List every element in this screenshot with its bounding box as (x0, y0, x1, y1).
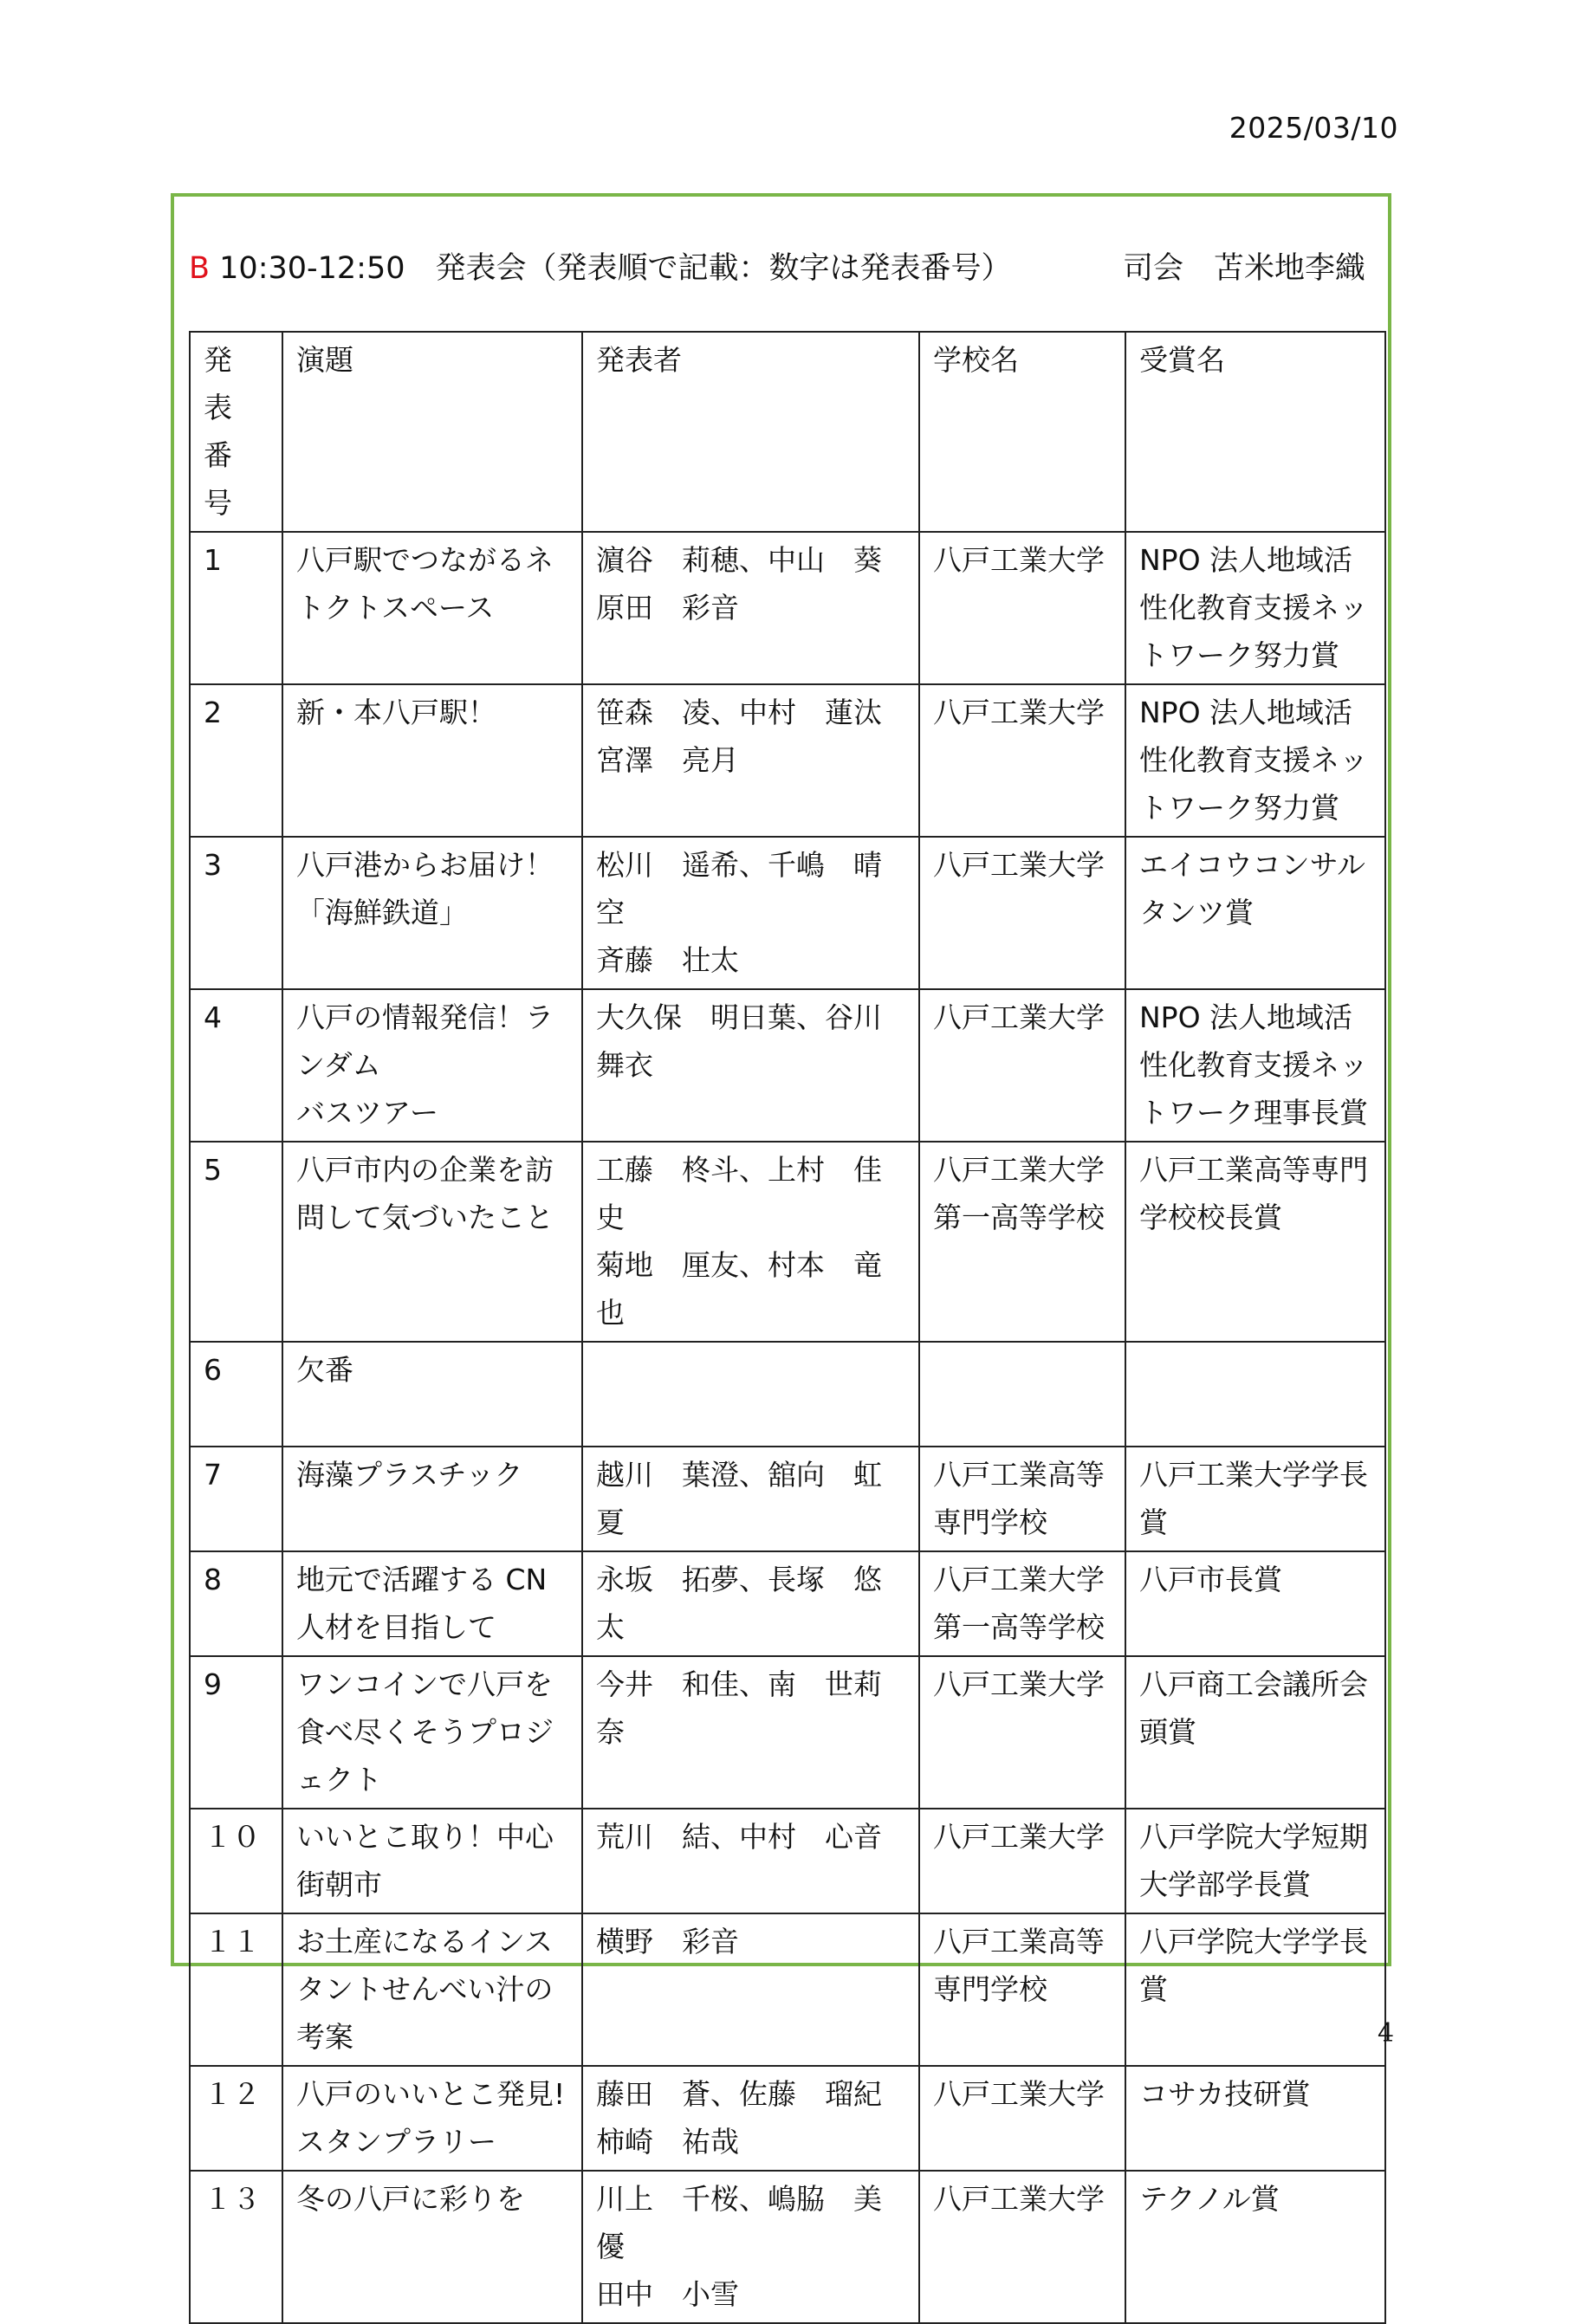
cell-presenters: 今井 和佳、南 世莉奈 (582, 1656, 919, 1809)
cell-presenters: 荒川 結、中村 心音 (582, 1809, 919, 1913)
cell-title: ワンコインで八戸を食べ尽くそうプロジェクト (282, 1656, 582, 1809)
session-chair: 司会 苫米地李織 (1123, 251, 1366, 286)
cell-no: 6 (190, 1342, 282, 1447)
cell-title: 八戸駅でつながるネトクトスペース (282, 532, 582, 684)
cell-no: 8 (190, 1551, 282, 1656)
cell-award: コサカ技研賞 (1125, 2066, 1385, 2171)
cell-presenters: 工藤 柊斗、上村 佳史 菊地 厘友、村本 竜也 (582, 1142, 919, 1342)
cell-presenters: 松川 遥希、千嶋 晴空 斉藤 壮太 (582, 837, 919, 989)
session-time-title: 10:30-12:50 発表会（発表順で記載：数字は発表番号） (219, 251, 1012, 286)
table-row (190, 1447, 1385, 1551)
cell-award: NPO 法人地域活性化教育支援ネットワーク努力賞 (1125, 684, 1385, 837)
cell-school: 八戸工業大学 第一高等学校 (919, 1142, 1125, 1342)
session-letter: B (189, 251, 211, 286)
table-row (190, 837, 1385, 989)
cell-school (919, 1342, 1125, 1447)
header-award: 受賞名 (1125, 332, 1385, 532)
page-number: 4 (1378, 2018, 1395, 2049)
cell-school: 八戸工業大学 (919, 2066, 1125, 2171)
cell-no: 4 (190, 989, 282, 1142)
cell-award: 八戸商工会議所会頭賞 (1125, 1656, 1385, 1809)
cell-presenters: 越川 葉澄、舘向 虹夏 (582, 1447, 919, 1551)
session-frame (171, 193, 1391, 2311)
table-row (190, 1142, 1385, 1342)
cell-award: 八戸学院大学学長賞 (1125, 1913, 1385, 2066)
cell-award: NPO 法人地域活性化教育支援ネットワーク理事長賞 (1125, 989, 1385, 1142)
cell-award (1125, 1342, 1385, 1447)
cell-presenters: 藤田 蒼、佐藤 瑠紀 柿崎 祐哉 (582, 2066, 919, 2171)
cell-school: 八戸工業大学 第一高等学校 (919, 1551, 1125, 1656)
cell-title: 八戸のいいとこ発見! スタンプラリー (282, 2066, 582, 2171)
table-body (190, 532, 1385, 2323)
cell-school: 八戸工業高等専門学校 (919, 1447, 1125, 1551)
cell-no: 7 (190, 1447, 282, 1551)
cell-award: 八戸学院大学短期大学部学長賞 (1125, 1809, 1385, 1913)
table-row (190, 1913, 1385, 2066)
header-school: 学校名 (919, 332, 1125, 532)
header-presentation-number: 発表番号 (190, 332, 282, 532)
table-row (190, 1342, 1385, 1447)
cell-no: 2 (190, 684, 282, 837)
cell-award: エイコウコンサルタンツ賞 (1125, 837, 1385, 989)
cell-no: １２ (190, 2066, 282, 2171)
cell-title: 八戸市内の企業を訪問して気づいたこと (282, 1142, 582, 1342)
cell-title: 八戸港からお届け！ 「海鮮鉄道」 (282, 837, 582, 989)
cell-title: 八戸の情報発信！ランダム バスツアー (282, 989, 582, 1142)
cell-title: 冬の八戸に彩りを (282, 2171, 582, 2323)
cell-no: 1 (190, 532, 282, 684)
cell-school: 八戸工業大学 (919, 532, 1125, 684)
cell-presenters: 永坂 拓夢、長塚 悠太 (582, 1551, 919, 1656)
cell-award: 八戸工業大学学長賞 (1125, 1447, 1385, 1551)
cell-school: 八戸工業大学 (919, 1809, 1125, 1913)
cell-presenters: 濵谷 莉穂、中山 葵 原田 彩音 (582, 532, 919, 684)
cell-title: 欠番 (282, 1342, 582, 1447)
cell-school: 八戸工業大学 (919, 989, 1125, 1142)
cell-school: 八戸工業大学 (919, 837, 1125, 989)
cell-school: 八戸工業高等専門学校 (919, 1913, 1125, 2066)
table-row (190, 989, 1385, 1142)
cell-no: １０ (190, 1809, 282, 1913)
header-presenters: 発表者 (582, 332, 919, 532)
cell-presenters: 川上 千桜、嶋脇 美優 田中 小雪 (582, 2171, 919, 2323)
table-row (190, 2066, 1385, 2171)
presentation-table (189, 331, 1386, 2324)
table-row (190, 1809, 1385, 1913)
cell-title: お土産になるインスタントせんべい汁の考案 (282, 1913, 582, 2066)
cell-school: 八戸工業大学 (919, 684, 1125, 837)
cell-presenters: 大久保 明日葉、谷川 舞衣 (582, 989, 919, 1142)
cell-title: いいとこ取り！中心街朝市 (282, 1809, 582, 1913)
cell-award: 八戸工業高等専門学校校長賞 (1125, 1142, 1385, 1342)
table-row (190, 1551, 1385, 1656)
table-row (190, 1656, 1385, 1809)
table-header-row (190, 332, 1385, 532)
cell-no: １１ (190, 1913, 282, 2066)
document-date: 2025/03/10 (1229, 111, 1398, 145)
cell-title: 地元で活躍する CN 人材を目指して (282, 1551, 582, 1656)
cell-award: 八戸市長賞 (1125, 1551, 1385, 1656)
cell-title: 新・本八戸駅！ (282, 684, 582, 837)
table-row (190, 684, 1385, 837)
cell-no: 9 (190, 1656, 282, 1809)
cell-no: 5 (190, 1142, 282, 1342)
cell-award: NPO 法人地域活性化教育支援ネットワーク努力賞 (1125, 532, 1385, 684)
session-heading (189, 244, 1384, 288)
cell-school: 八戸工業大学 (919, 2171, 1125, 2323)
table-row (190, 2171, 1385, 2323)
table-row (190, 532, 1385, 684)
cell-presenters: 笹森 凌、中村 蓮汰 宮澤 亮月 (582, 684, 919, 837)
cell-award: テクノル賞 (1125, 2171, 1385, 2323)
cell-title: 海藻プラスチック (282, 1447, 582, 1551)
cell-no: 3 (190, 837, 282, 989)
cell-presenters: 横野 彩音 (582, 1913, 919, 2066)
cell-no: １３ (190, 2171, 282, 2323)
cell-school: 八戸工業大学 (919, 1656, 1125, 1809)
header-title: 演題 (282, 332, 582, 532)
cell-presenters (582, 1342, 919, 1447)
